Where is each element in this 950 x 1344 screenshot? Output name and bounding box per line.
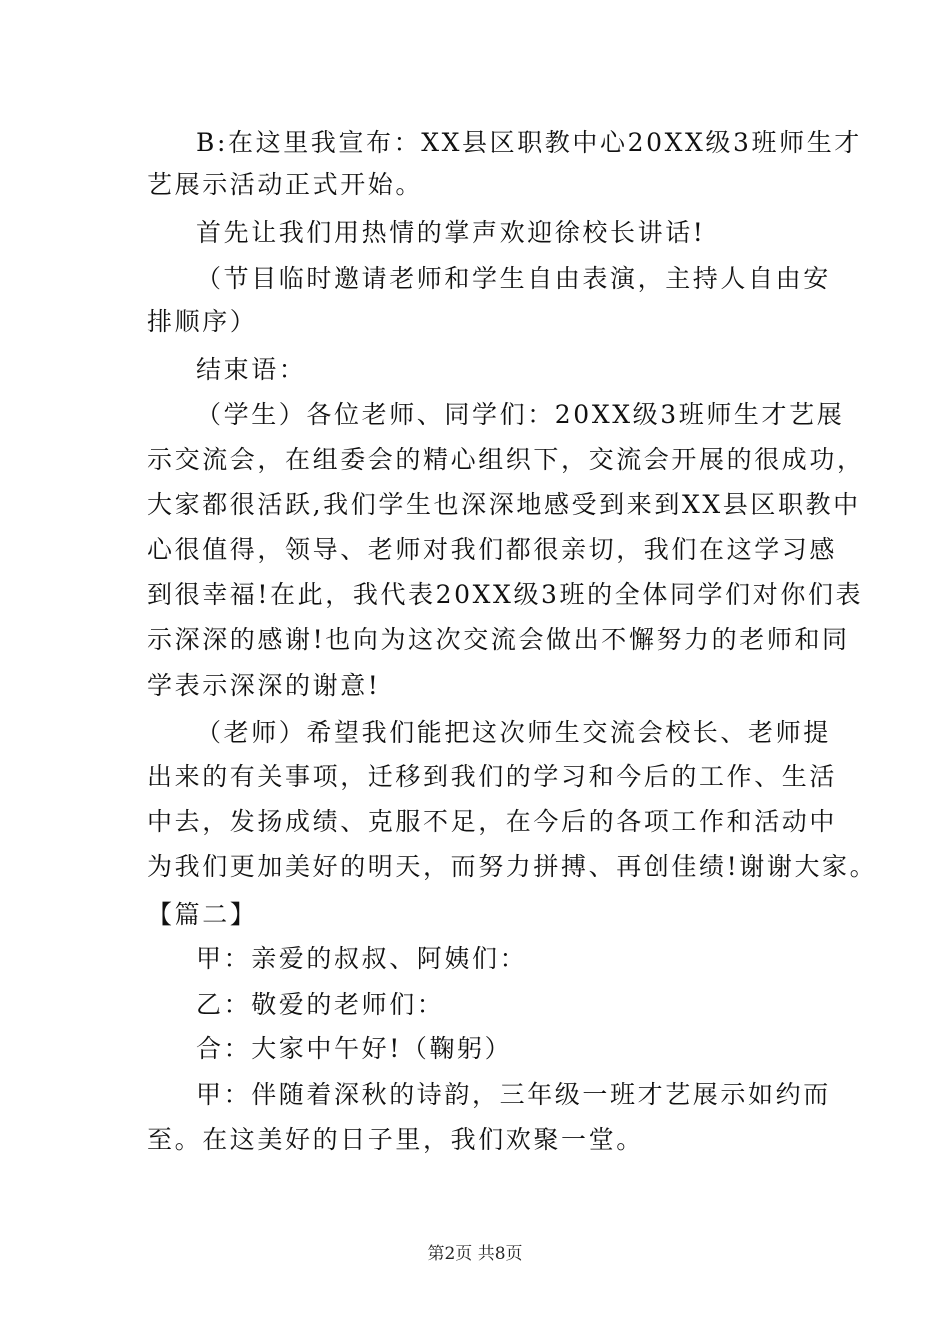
text-line: （节目临时邀请老师和学生自由表演，主持人自由安 [196, 264, 831, 293]
text-line: （老师）希望我们能把这次师生交流会校长、老师提 [196, 718, 831, 747]
text-line: 排顺序） [147, 307, 258, 336]
page-number-footer: 第2页 共8页 [427, 1244, 523, 1264]
text-line: 为我们更加美好的明天，而努力拼搏、再创佳绩!谢谢大家。 [147, 852, 878, 881]
text-line: 甲：伴随着深秋的诗韵，三年级一班才艺展示如约而 [196, 1080, 831, 1109]
text-line: （学生）各位老师、同学们：20XX级3班师生才艺展 [196, 400, 845, 429]
text-line: 大家都很活跃,我们学生也深深地感受到来到XX县区职教中 [147, 490, 861, 519]
text-line: B:在这里我宣布：XX县区职教中心20XX级3班师生才 [196, 128, 862, 157]
text-line: 至。在这美好的日子里，我们欢聚一堂。 [147, 1125, 644, 1154]
text-line: 出来的有关事项，迁移到我们的学习和今后的工作、生活 [147, 762, 838, 791]
text-line: 合：大家中午好!（鞠躬） [196, 1034, 513, 1063]
text-line: 心很值得，领导、老师对我们都很亲切，我们在这学习感 [147, 535, 838, 564]
text-line: 结束语： [196, 355, 307, 384]
text-line: 乙：敬爱的老师们： [196, 990, 445, 1019]
text-line: 学表示深深的谢意! [147, 671, 381, 700]
text-line: 艺展示活动正式开始。 [147, 170, 424, 199]
text-line: 示交流会，在组委会的精心组织下，交流会开展的很成功， [147, 445, 865, 474]
text-line: 中去，发扬成绩、克服不足，在今后的各项工作和活动中 [147, 807, 838, 836]
text-line: 甲：亲爱的叔叔、阿姨们： [196, 944, 528, 973]
text-line: 到很幸福!在此，我代表20XX级3班的全体同学们对你们表 [147, 580, 864, 609]
text-line: 首先让我们用热情的掌声欢迎徐校长讲话! [196, 218, 706, 247]
section-heading: 【篇二】 [147, 900, 258, 929]
text-line: 示深深的感谢!也向为这次交流会做出不懈努力的老师和同 [147, 625, 850, 654]
